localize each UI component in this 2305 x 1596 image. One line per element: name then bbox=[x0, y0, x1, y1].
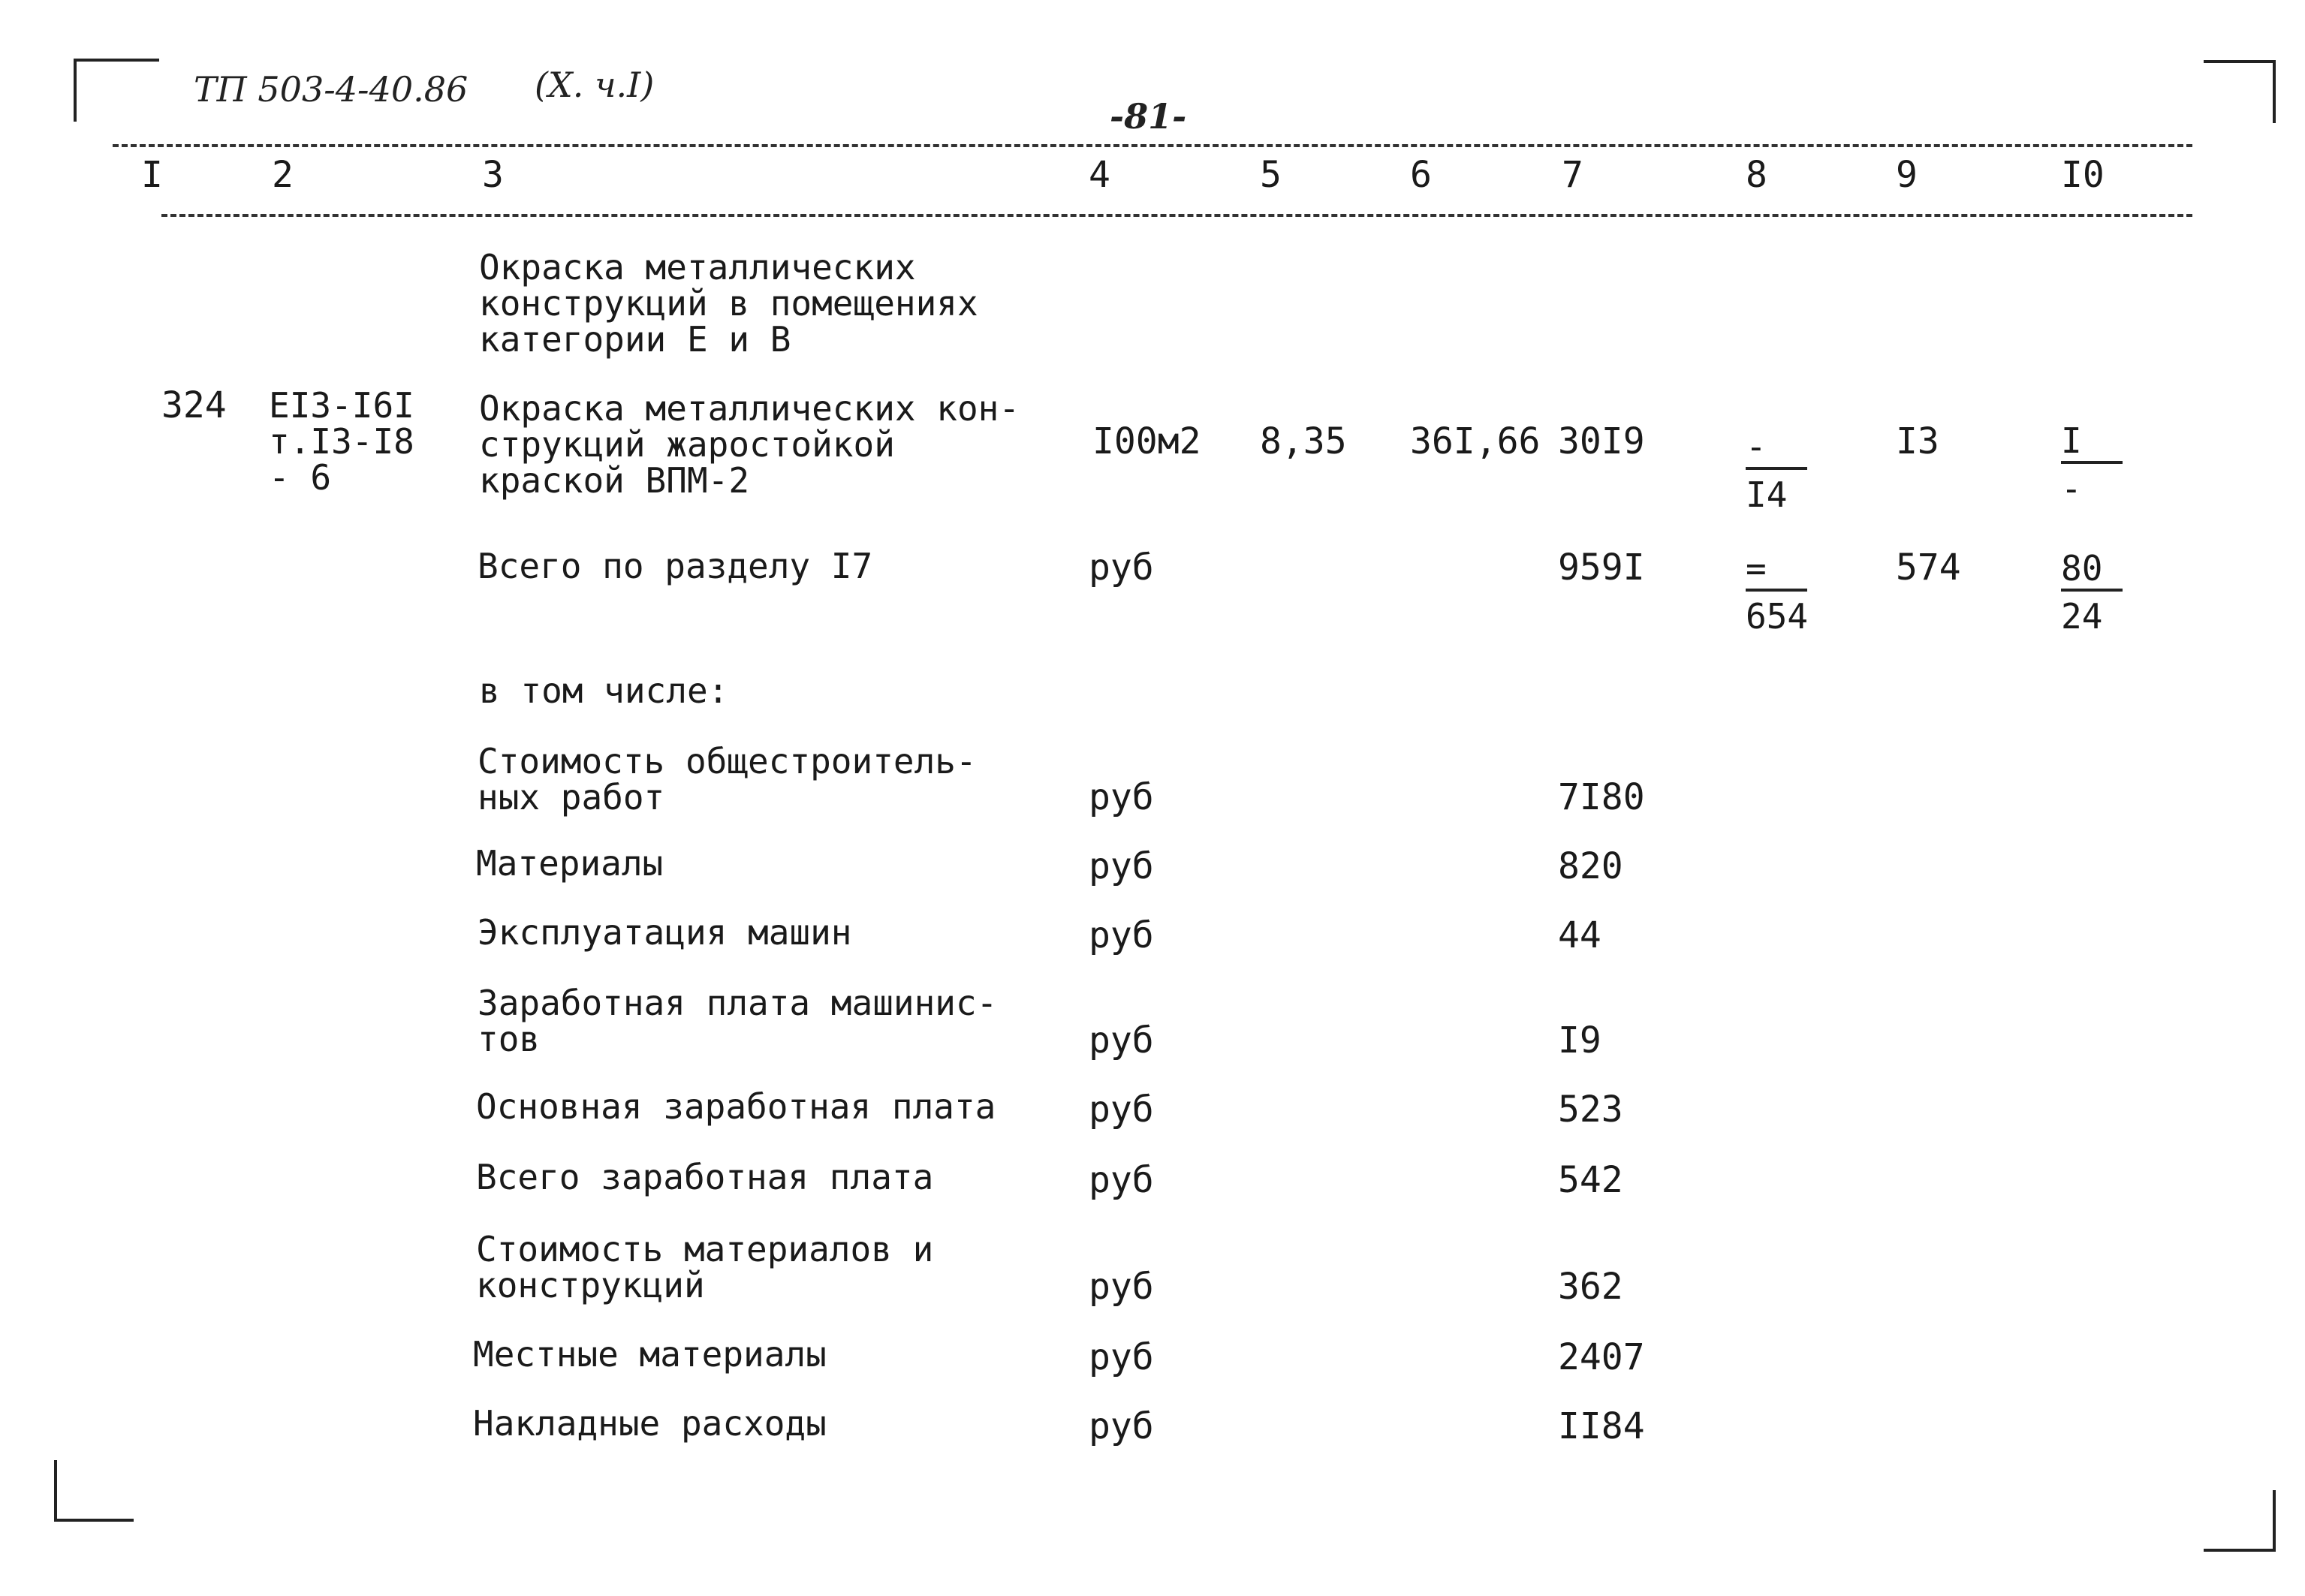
item-quantity: 8,35 bbox=[1260, 420, 1347, 462]
breakdown-unit: руб bbox=[1089, 1405, 1154, 1447]
item-col8-fraction bbox=[1746, 426, 1807, 515]
item-total: 30I9 bbox=[1558, 420, 1645, 462]
item-unit: I00м2 bbox=[1092, 420, 1201, 462]
column-number-8: 8 bbox=[1746, 154, 1767, 196]
including-label: в том числе: bbox=[479, 670, 729, 711]
section-heading-line: категории Е и В bbox=[479, 319, 791, 360]
total-label: Всего по разделу I7 bbox=[478, 546, 873, 586]
section-heading bbox=[479, 247, 978, 360]
column-number-10: I0 bbox=[2061, 154, 2105, 196]
corner-mark-top-right bbox=[2204, 60, 2276, 123]
doc-code: ТП 503-4-40.86 bbox=[194, 69, 469, 110]
breakdown-label bbox=[478, 985, 997, 1057]
fraction-denominator: - bbox=[2061, 468, 2082, 509]
corner-mark-top-left bbox=[74, 59, 159, 122]
fraction-denominator: 654 bbox=[1746, 596, 1809, 637]
corner-mark-bottom-right bbox=[2204, 1490, 2276, 1552]
breakdown-unit: руб bbox=[1089, 1336, 1154, 1378]
breakdown-unit: руб bbox=[1089, 914, 1154, 956]
breakdown-value: II84 bbox=[1558, 1405, 1645, 1447]
breakdown-value: 820 bbox=[1558, 845, 1623, 887]
breakdown-value: 362 bbox=[1558, 1266, 1623, 1308]
fraction-numerator: = bbox=[1746, 548, 1807, 592]
breakdown-label-line: ных работ bbox=[478, 777, 665, 818]
item-code bbox=[269, 385, 414, 498]
header-rule-bottom bbox=[161, 214, 2192, 217]
breakdown-label-line: конструкций bbox=[476, 1265, 705, 1305]
breakdown-label bbox=[476, 843, 664, 884]
fraction-denominator: 24 bbox=[2061, 596, 2103, 637]
section-heading-line: конструкций в помещениях bbox=[479, 283, 978, 324]
fraction-denominator: I4 bbox=[1746, 474, 1788, 515]
breakdown-label-line: Всего заработная плата bbox=[476, 1157, 934, 1197]
breakdown-label bbox=[476, 1231, 933, 1303]
breakdown-label bbox=[478, 741, 977, 818]
item-number: 324 bbox=[161, 384, 227, 426]
section-heading-line: Окраска металлических bbox=[479, 247, 916, 288]
breakdown-label-line: тов bbox=[478, 1019, 541, 1059]
item-code-line: ЕI3-I6I bbox=[269, 385, 414, 426]
breakdown-value: I9 bbox=[1558, 1019, 1601, 1061]
column-number-2: 2 bbox=[272, 154, 294, 196]
breakdown-unit: руб bbox=[1089, 1266, 1154, 1308]
column-number-3: 3 bbox=[482, 154, 504, 196]
breakdown-value: 542 bbox=[1558, 1159, 1623, 1201]
total-col9: 574 bbox=[1896, 547, 1961, 589]
breakdown-label-line: Стоимость материалов и bbox=[476, 1229, 934, 1269]
item-unit-price: 36I,66 bbox=[1410, 420, 1541, 462]
item-description-line: струкций жаростойкой bbox=[479, 424, 895, 465]
breakdown-value: 44 bbox=[1558, 914, 1601, 956]
column-number-9: 9 bbox=[1896, 154, 1918, 196]
column-number-5: 5 bbox=[1260, 154, 1282, 196]
breakdown-unit: руб bbox=[1089, 1159, 1154, 1201]
breakdown-label-line: Эксплуатация машин bbox=[478, 912, 852, 953]
breakdown-label bbox=[478, 912, 852, 953]
fraction-numerator: 80 bbox=[2061, 548, 2123, 592]
total-value: 959I bbox=[1558, 547, 1645, 589]
fraction-numerator: - bbox=[1746, 426, 1807, 470]
breakdown-label-line: Накладные расходы bbox=[473, 1403, 827, 1444]
item-description-line: краской ВПМ-2 bbox=[479, 460, 750, 501]
total-unit: руб bbox=[1089, 547, 1154, 589]
breakdown-label bbox=[473, 1403, 827, 1444]
breakdown-unit: руб bbox=[1089, 1089, 1154, 1131]
breakdown-value: 7I80 bbox=[1558, 776, 1645, 818]
breakdown-label-line: Заработная плата машинис- bbox=[478, 983, 998, 1023]
breakdown-label-line: Местные материалы bbox=[473, 1334, 827, 1375]
column-number-6: 6 bbox=[1410, 154, 1432, 196]
item-col10-fraction bbox=[2061, 420, 2123, 509]
breakdown-unit: руб bbox=[1089, 776, 1154, 818]
volume-ref: (Х. ч.I) bbox=[535, 65, 655, 105]
breakdown-label bbox=[476, 1086, 996, 1127]
fraction-numerator: I bbox=[2061, 420, 2123, 464]
item-code-line: т.I3-I8 bbox=[269, 421, 414, 462]
breakdown-label-line: Основная заработная плата bbox=[476, 1086, 996, 1127]
breakdown-value: 523 bbox=[1558, 1089, 1623, 1131]
column-number-1: I bbox=[141, 154, 163, 196]
breakdown-label bbox=[473, 1334, 827, 1375]
item-col9: I3 bbox=[1896, 420, 1939, 462]
item-description bbox=[479, 388, 1020, 501]
header-rule-top bbox=[113, 144, 2192, 147]
total-col10-fraction bbox=[2061, 548, 2123, 637]
column-number-4: 4 bbox=[1089, 154, 1110, 196]
breakdown-label-line: Стоимость общестроитель- bbox=[478, 741, 977, 781]
page-number: -81- bbox=[1110, 96, 1187, 137]
item-description-line: Окраска металлических кон- bbox=[479, 388, 1020, 429]
breakdown-label-line: Материалы bbox=[476, 843, 664, 884]
column-number-7: 7 bbox=[1562, 154, 1583, 196]
corner-mark-bottom-left bbox=[54, 1460, 134, 1522]
total-col8-fraction bbox=[1746, 548, 1807, 637]
item-code-line: - 6 bbox=[269, 457, 332, 498]
breakdown-unit: руб bbox=[1089, 1019, 1154, 1061]
breakdown-value: 2407 bbox=[1558, 1336, 1645, 1378]
breakdown-unit: руб bbox=[1089, 845, 1154, 887]
breakdown-label bbox=[476, 1159, 933, 1195]
